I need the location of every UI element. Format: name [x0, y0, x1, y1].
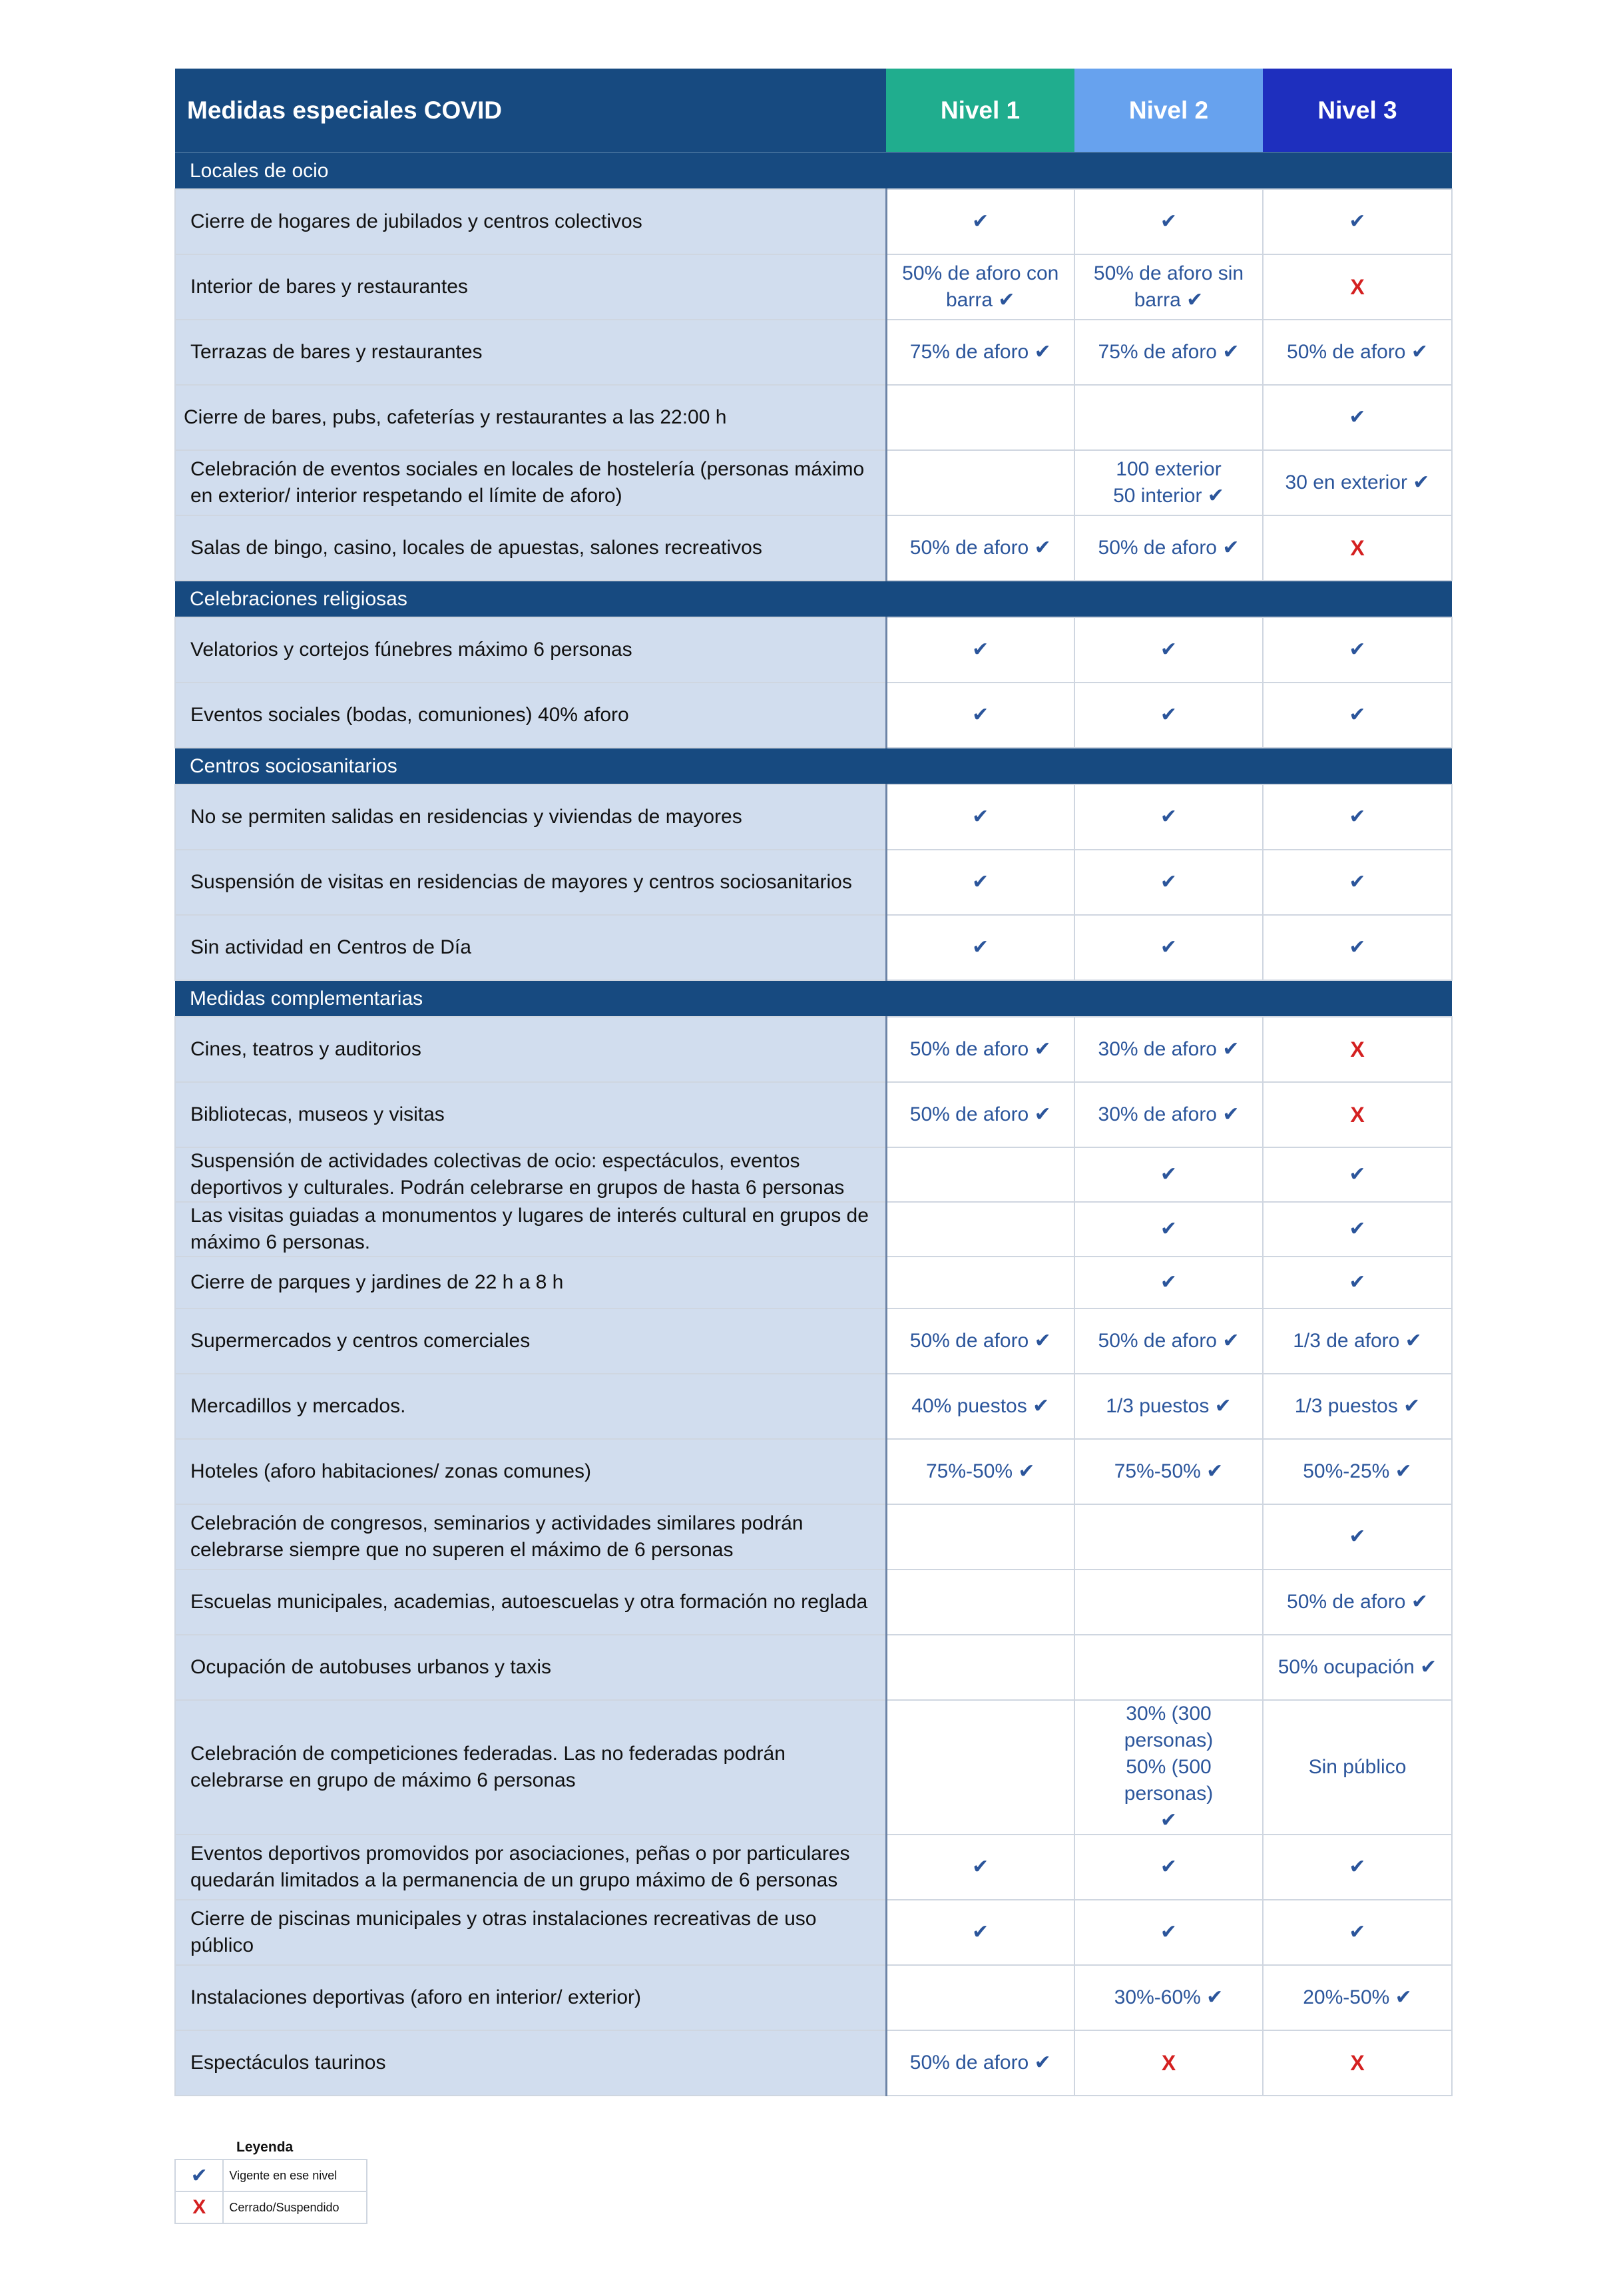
measures-table	[174, 69, 1453, 2096]
measure-label: Ocupación de autobuses urbanos y taxis	[175, 1635, 886, 1700]
nivel-1-value	[886, 1570, 1074, 1635]
legend-item-in-force	[175, 2159, 367, 2191]
table-row	[175, 1257, 1452, 1308]
nivel-3-value: ✔	[1263, 784, 1452, 850]
table-row	[175, 1202, 1452, 1257]
legend-table	[174, 2159, 367, 2224]
measure-label: Instalaciones deportivas (aforo en interior/ exterior)	[175, 1965, 886, 2030]
table-row	[175, 320, 1452, 385]
nivel-3-value: 50% ocupación ✔	[1263, 1635, 1452, 1700]
measure-label: Velatorios y cortejos fúnebres máximo 6 personas	[175, 617, 886, 683]
nivel-3-value: X	[1263, 1017, 1452, 1082]
legend-text: Cerrado/Suspendido	[223, 2191, 367, 2223]
nivel-1-value: 40% puestos ✔	[886, 1374, 1074, 1439]
table-row	[175, 1439, 1452, 1504]
nivel-1-value	[886, 1202, 1074, 1257]
nivel-3-value: 50% de aforo ✔	[1263, 1570, 1452, 1635]
nivel-2-value: 50% de aforo ✔	[1074, 1308, 1263, 1374]
nivel-3-value: ✔	[1263, 1202, 1452, 1257]
section-title: Celebraciones religiosas	[175, 581, 1452, 617]
table-row	[175, 189, 1452, 254]
measure-label: Eventos sociales (bodas, comuniones) 40% aforo	[175, 683, 886, 748]
nivel-1-value: 50% de aforo ✔	[886, 2030, 1074, 2096]
nivel-3-value: X	[1263, 2030, 1452, 2096]
nivel-1-value: 50% de aforo con barra ✔	[886, 254, 1074, 320]
nivel-3-value: Sin público	[1263, 1700, 1452, 1835]
section-header	[175, 581, 1452, 617]
table-row	[175, 450, 1452, 515]
nivel-2-value: 75%-50% ✔	[1074, 1439, 1263, 1504]
table-row	[175, 850, 1452, 915]
table-row	[175, 515, 1452, 581]
table-row	[175, 385, 1452, 450]
nivel-3-value: X	[1263, 515, 1452, 581]
nivel-3-value: ✔	[1263, 850, 1452, 915]
nivel-2-value: ✔	[1074, 189, 1263, 254]
nivel-1-value	[886, 1700, 1074, 1835]
nivel-3-value: ✔	[1263, 683, 1452, 748]
nivel-1-value: 50% de aforo ✔	[886, 515, 1074, 581]
table-row	[175, 784, 1452, 850]
nivel-3-value: ✔	[1263, 915, 1452, 980]
nivel-3-value: ✔	[1263, 1147, 1452, 1202]
table-row	[175, 1965, 1452, 2030]
measure-label: Cierre de parques y jardines de 22 h a 8 h	[175, 1257, 886, 1308]
nivel-2-value: ✔	[1074, 683, 1263, 748]
section-title: Locales de ocio	[175, 152, 1452, 189]
nivel-1-value: 75%-50% ✔	[886, 1439, 1074, 1504]
nivel-2-value: ✔	[1074, 617, 1263, 683]
nivel-1-value	[886, 385, 1074, 450]
measure-label: Celebración de competiciones federadas. Las no federadas podrán celebrarse en grupo de máximo 6 personas	[175, 1700, 886, 1835]
nivel-1-value: ✔	[886, 850, 1074, 915]
table-row	[175, 1700, 1452, 1835]
nivel-3-value: 1/3 de aforo ✔	[1263, 1308, 1452, 1374]
nivel-1-value	[886, 1635, 1074, 1700]
nivel-1-value	[886, 1965, 1074, 2030]
nivel-2-value: ✔	[1074, 784, 1263, 850]
measure-label: Mercadillos y mercados.	[175, 1374, 886, 1439]
table-row	[175, 1570, 1452, 1635]
nivel-1-value: ✔	[886, 189, 1074, 254]
nivel-2-value: 75% de aforo ✔	[1074, 320, 1263, 385]
section-title: Medidas complementarias	[175, 980, 1452, 1017]
nivel-1-value: ✔	[886, 1835, 1074, 1900]
nivel-3-value: ✔	[1263, 1504, 1452, 1570]
measure-label: Celebración de eventos sociales en locales de hostelería (personas máximo en exterior/ interior respetando el límite de aforo)	[175, 450, 886, 515]
header-nivel-1: Nivel 1	[886, 69, 1074, 152]
nivel-1-value	[886, 1147, 1074, 1202]
measure-label: Hoteles (aforo habitaciones/ zonas comunes)	[175, 1439, 886, 1504]
table-row	[175, 1308, 1452, 1374]
nivel-2-value: 100 exterior 50 interior ✔	[1074, 450, 1263, 515]
nivel-2-value: ✔	[1074, 1202, 1263, 1257]
header-nivel-3: Nivel 3	[1263, 69, 1452, 152]
legend-item-closed	[175, 2191, 367, 2223]
nivel-2-value	[1074, 1635, 1263, 1700]
nivel-1-value: ✔	[886, 683, 1074, 748]
table-header	[175, 69, 1452, 152]
legend-text: Vigente en ese nivel	[223, 2159, 367, 2191]
nivel-1-value	[886, 1504, 1074, 1570]
covid-measures-document	[174, 69, 1451, 2096]
nivel-3-value: 30 en exterior ✔	[1263, 450, 1452, 515]
nivel-2-value: ✔	[1074, 1835, 1263, 1900]
table-row	[175, 1835, 1452, 1900]
measure-label: No se permiten salidas en residencias y viviendas de mayores	[175, 784, 886, 850]
nivel-1-value: ✔	[886, 1900, 1074, 1965]
measure-label: Escuelas municipales, academias, autoescuelas y otra formación no reglada	[175, 1570, 886, 1635]
measure-label: Cierre de hogares de jubilados y centros colectivos	[175, 189, 886, 254]
nivel-2-value: ✔	[1074, 1257, 1263, 1308]
legend-title: Leyenda	[236, 2140, 294, 2155]
table-row	[175, 1147, 1452, 1202]
measure-label: Interior de bares y restaurantes	[175, 254, 886, 320]
nivel-3-value: ✔	[1263, 189, 1452, 254]
header-nivel-2: Nivel 2	[1074, 69, 1263, 152]
measure-label: Suspensión de visitas en residencias de mayores y centros sociosanitarios	[175, 850, 886, 915]
nivel-1-value	[886, 1257, 1074, 1308]
nivel-1-value: ✔	[886, 915, 1074, 980]
measure-label: Cierre de piscinas municipales y otras instalaciones recreativas de uso público	[175, 1900, 886, 1965]
nivel-2-value: 50% de aforo ✔	[1074, 515, 1263, 581]
cross-icon: X	[175, 2191, 223, 2223]
measure-label: Cierre de bares, pubs, cafeterías y restaurantes a las 22:00 h	[175, 385, 886, 450]
table-row	[175, 1082, 1452, 1147]
table-row	[175, 915, 1452, 980]
nivel-2-value: ✔	[1074, 1900, 1263, 1965]
table-row	[175, 254, 1452, 320]
table-row	[175, 2030, 1452, 2096]
nivel-3-value: ✔	[1263, 385, 1452, 450]
nivel-1-value: 50% de aforo ✔	[886, 1082, 1074, 1147]
nivel-3-value: 50% de aforo ✔	[1263, 320, 1452, 385]
nivel-2-value: X	[1074, 2030, 1263, 2096]
nivel-1-value: ✔	[886, 617, 1074, 683]
nivel-3-value: ✔	[1263, 1257, 1452, 1308]
measure-label: Supermercados y centros comerciales	[175, 1308, 886, 1374]
nivel-2-value: 30% (300 personas) 50% (500 personas) ✔	[1074, 1700, 1263, 1835]
measure-label: Cines, teatros y auditorios	[175, 1017, 886, 1082]
nivel-1-value: 50% de aforo ✔	[886, 1017, 1074, 1082]
table-row	[175, 1900, 1452, 1965]
section-header	[175, 748, 1452, 784]
nivel-2-value: 30% de aforo ✔	[1074, 1082, 1263, 1147]
nivel-3-value: ✔	[1263, 617, 1452, 683]
nivel-2-value: 30%-60% ✔	[1074, 1965, 1263, 2030]
measure-label: Las visitas guiadas a monumentos y lugares de interés cultural en grupos de máximo 6 personas.	[175, 1202, 886, 1257]
nivel-2-value: 30% de aforo ✔	[1074, 1017, 1263, 1082]
nivel-3-value: 20%-50% ✔	[1263, 1965, 1452, 2030]
section-title: Centros sociosanitarios	[175, 748, 1452, 784]
nivel-3-value: X	[1263, 1082, 1452, 1147]
section-header	[175, 980, 1452, 1017]
table-row	[175, 1017, 1452, 1082]
nivel-1-value: 50% de aforo ✔	[886, 1308, 1074, 1374]
nivel-2-value: 50% de aforo sin barra ✔	[1074, 254, 1263, 320]
measure-label: Terrazas de bares y restaurantes	[175, 320, 886, 385]
nivel-1-value: 75% de aforo ✔	[886, 320, 1074, 385]
table-row	[175, 1635, 1452, 1700]
measure-label: Suspensión de actividades colectivas de ocio: espectáculos, eventos deportivos y culturales. Podrán celebrarse en grupos de hasta 6 personas	[175, 1147, 886, 1202]
nivel-2-value	[1074, 385, 1263, 450]
section-header	[175, 152, 1452, 189]
nivel-2-value	[1074, 1570, 1263, 1635]
table-row	[175, 1504, 1452, 1570]
measure-label: Salas de bingo, casino, locales de apuestas, salones recreativos	[175, 515, 886, 581]
legend	[174, 2136, 367, 2224]
nivel-3-value: 1/3 puestos ✔	[1263, 1374, 1452, 1439]
nivel-2-value	[1074, 1504, 1263, 1570]
nivel-3-value: 50%-25% ✔	[1263, 1439, 1452, 1504]
measure-label: Eventos deportivos promovidos por asociaciones, peñas o por particulares quedarán limitados a la permanencia de un grupo máximo de 6 personas	[175, 1835, 886, 1900]
table-row	[175, 1374, 1452, 1439]
measure-label: Celebración de congresos, seminarios y actividades similares podrán celebrarse siempre que no superen el máximo de 6 personas	[175, 1504, 886, 1570]
table-row	[175, 617, 1452, 683]
measure-label: Bibliotecas, museos y visitas	[175, 1082, 886, 1147]
table-row	[175, 683, 1452, 748]
nivel-2-value: 1/3 puestos ✔	[1074, 1374, 1263, 1439]
nivel-2-value: ✔	[1074, 915, 1263, 980]
table-title: Medidas especiales COVID	[175, 69, 886, 152]
nivel-2-value: ✔	[1074, 1147, 1263, 1202]
nivel-3-value: X	[1263, 254, 1452, 320]
measure-label: Sin actividad en Centros de Día	[175, 915, 886, 980]
check-icon: ✔	[175, 2159, 223, 2191]
nivel-2-value: ✔	[1074, 850, 1263, 915]
measure-label: Espectáculos taurinos	[175, 2030, 886, 2096]
nivel-1-value: ✔	[886, 784, 1074, 850]
nivel-1-value	[886, 450, 1074, 515]
nivel-3-value: ✔	[1263, 1900, 1452, 1965]
nivel-3-value: ✔	[1263, 1835, 1452, 1900]
